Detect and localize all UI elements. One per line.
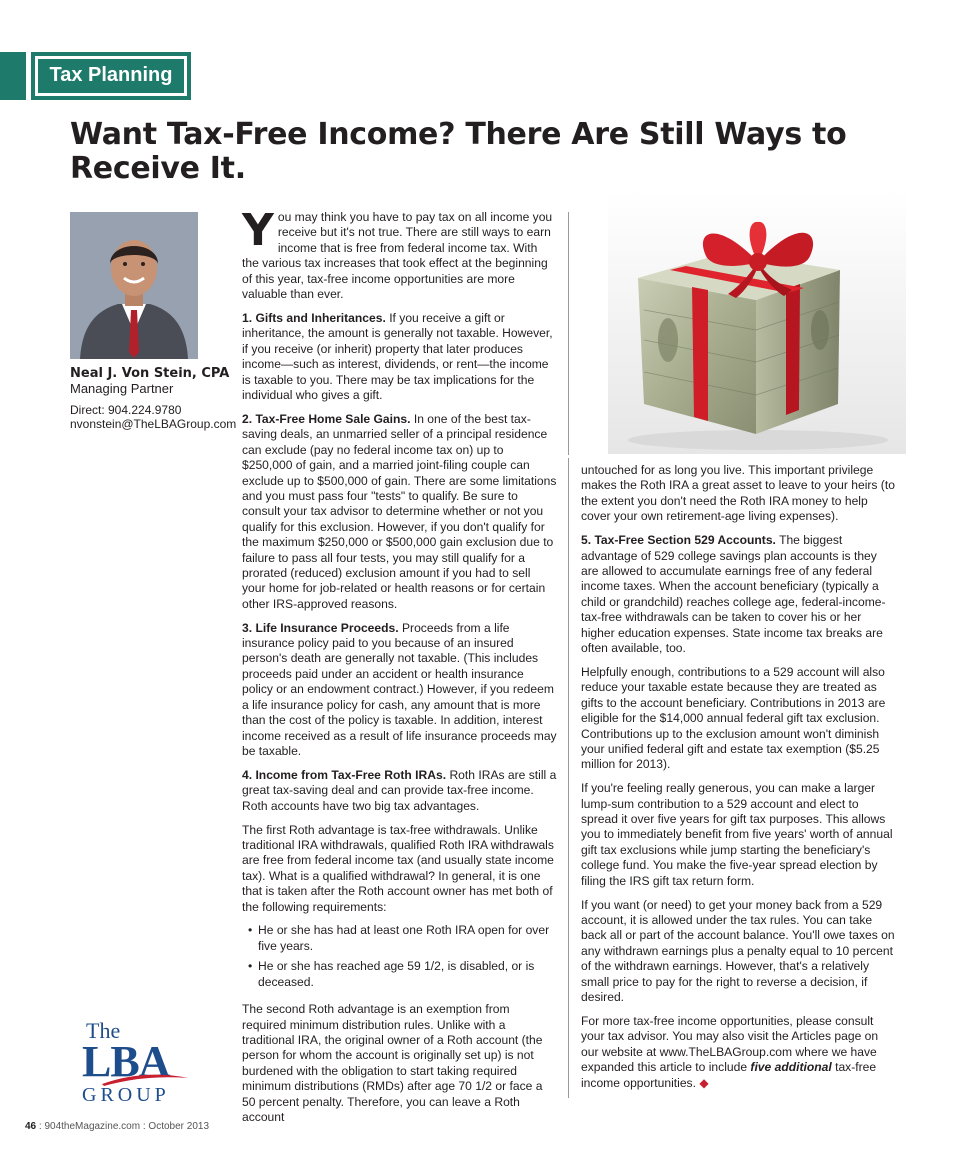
section-home-sale: 2. Tax-Free Home Sale Gains. In one of the best tax-saving deals, an unmarried seller of a principal residence can exclude (pay no federal income tax on) up to $250,000 of gain, and a married joint-filing couple can exclude up to $500,000 of gain. There are some limitations and you must pass four "tests" to qualify. Be sure to consult your tax advisor to determine whether or not you qualify for this exclusion. However, if you don't qualify for the maximum $250,000 or $500,000 gain exclusion due to failure to pass all four tests, you may still qualify for a prorated (reduced) exclusion amount if you had to sell your home for job-related or health reasons or for certain other IRS-approved reasons. (242, 411, 557, 611)
column-divider (568, 458, 569, 1098)
section-edge-bar (0, 52, 26, 100)
paragraph: untouched for as long you live. This important privilege makes the Roth IRA a great asset to leave to your heirs (to the extent you don't need the Roth IRA money to help cover your own retirement-age living expenses). (581, 463, 895, 524)
author-phone: Direct: 904.224.9780 (70, 403, 182, 417)
logo-group: GROUP (82, 1084, 170, 1106)
section-heading: 2. Tax-Free Home Sale Gains. (242, 411, 411, 426)
lba-group-logo (80, 1018, 194, 1108)
author-email[interactable]: nvonstein@TheLBAGroup.com (70, 417, 237, 431)
emphasis-text: five additional (750, 1060, 832, 1075)
section-tag (31, 52, 191, 100)
article-column-2 (581, 463, 895, 1099)
paragraph: Helpfully enough, contributions to a 529 account will also reduce your taxable estate because they are treated as gifts to the account beneficiary. Contributions in 2013 are eligible for the $14,000 annual federal gift tax exclusion. Contributions up to the exclusion amount won't diminish your unified federal gift and estate tax exemption ($5.25 million for 2013). (581, 664, 886, 772)
paragraph: If you're feeling really generous, you can make a larger lump-sum contribution to a 529 account and elect to spread it over five years for gift tax purposes. This allows you to immediately benefit from five years' worth of annual gift tax exclusions while jump starting the beneficiary's college fund. You make the five-year spread election by filing the IRS gift tax return form. (581, 781, 893, 888)
list-item: • He or she has had at least one Roth IRA open for over five years. (242, 923, 557, 954)
section-529-accounts: 5. Tax-Free Section 529 Accounts. The biggest advantage of 529 college savings plan accounts is they are allowed to accumulate earnings free of any federal income taxes. When the account beneficiary (typically a child or grandchild) reaches college age, federal-income-tax-free withdrawals can be taken to cover his or her higher education expenses. State income tax breaks are often available, too. (581, 533, 886, 655)
column-divider (568, 212, 569, 455)
drop-cap: Y (242, 205, 274, 256)
page-footer (25, 1121, 209, 1132)
article-headline: Want Tax-Free Income? There Are Still Ways to Receive It. (70, 117, 847, 186)
section-heading: 4. Income from Tax-Free Roth IRAs. (242, 767, 447, 782)
footer-text: : 904theMagazine.com : October 2013 (36, 1121, 210, 1132)
page-number: 46 (25, 1121, 37, 1132)
article-column-1 (242, 205, 557, 1134)
red-diamond-icon: ◆ (699, 1075, 709, 1090)
author-photo (70, 212, 198, 359)
closing-paragraph: For more tax-free income opportunities, please consult your tax advisor. You may also visit the Articles page on our website at www.TheLBAGroup.com where we have expanded this article to include five additional tax-free income opportunities. ◆ (581, 1013, 879, 1090)
paragraph: If you want (or need) to get your money back from a 529 account, it is allowed under the tax rules. You can take back all or part of the account balance. You'll owe taxes on any withdrawn earnings plus a penalty equal to 10 percent of the withdrawn earnings. However, that's a relatively small price to pay for the right to reverse a decision, if desired. (581, 897, 895, 1004)
list-item: • He or she has reached age 59 1/2, is disabled, or is deceased. (242, 959, 557, 990)
section-tag-label: Tax Planning (38, 59, 184, 93)
money-gift-box-image (608, 190, 906, 454)
section-gifts: 1. Gifts and Inheritances. If you receive a gift or inheritance, the amount is generally not taxable. However, if you receive (or inherit) property that later produces income—such as interest, dividends, or rent—the income is taxable to you. There may be tax implications for the individual who gives a gift. (242, 310, 553, 402)
logo-lba: LBA (82, 1037, 170, 1086)
author-name: Neal J. Von Stein, CPA (70, 366, 230, 381)
paragraph: The first Roth advantage is tax-free withdrawals. Unlike traditional IRA withdrawals, qualified Roth IRA withdrawals are free from federal income tax (and usually state income tax). What is a qualified withdrawal? In general, it is one that is taken after the Roth account owner has met both of the following requirements: (242, 822, 554, 914)
logo-the: The (86, 1018, 121, 1043)
section-roth-ira: 4. Income from Tax-Free Roth IRAs. Roth IRAs are still a great tax-saving deal and can provide tax-free income. Roth accounts have two big tax advantages. (242, 767, 557, 813)
section-life-insurance: 3. Life Insurance Proceeds. Proceeds from a life insurance policy paid to you because of an insured person's death are generally not taxable. (This includes proceeds paid under an accident or health insurance policy or an endowment contract.) However, if you redeem a life insurance policy for cash, any amount that is more than the cost of the policy is taxable. In addition, interest income received as a result of life insurance proceeds may be taxable. (242, 620, 557, 758)
intro-paragraph: You may think you have to pay tax on all income you receive but it's not true. There are still ways to earn income that is free from federal income tax. With the various tax increases that took effect at the beginning of this year, tax-free income opportunities are more valuable than ever. (242, 205, 553, 302)
paragraph: The second Roth advantage is an exemption from required minimum distribution rules. Unlike with a traditional IRA, the original owner of a Roth account (the person for whom the account is originally set up) is not burdened with the obligation to start taking required minimum distributions (RMDs) after age 70 1/2 or face a 50 percent penalty. Therefore, you can leave a Roth account (242, 1002, 543, 1124)
section-heading: 1. Gifts and Inheritances. (242, 310, 386, 325)
author-role: Managing Partner (70, 381, 174, 396)
section-heading: 5. Tax-Free Section 529 Accounts. (581, 533, 776, 548)
section-heading: 3. Life Insurance Proceeds. (242, 620, 399, 635)
